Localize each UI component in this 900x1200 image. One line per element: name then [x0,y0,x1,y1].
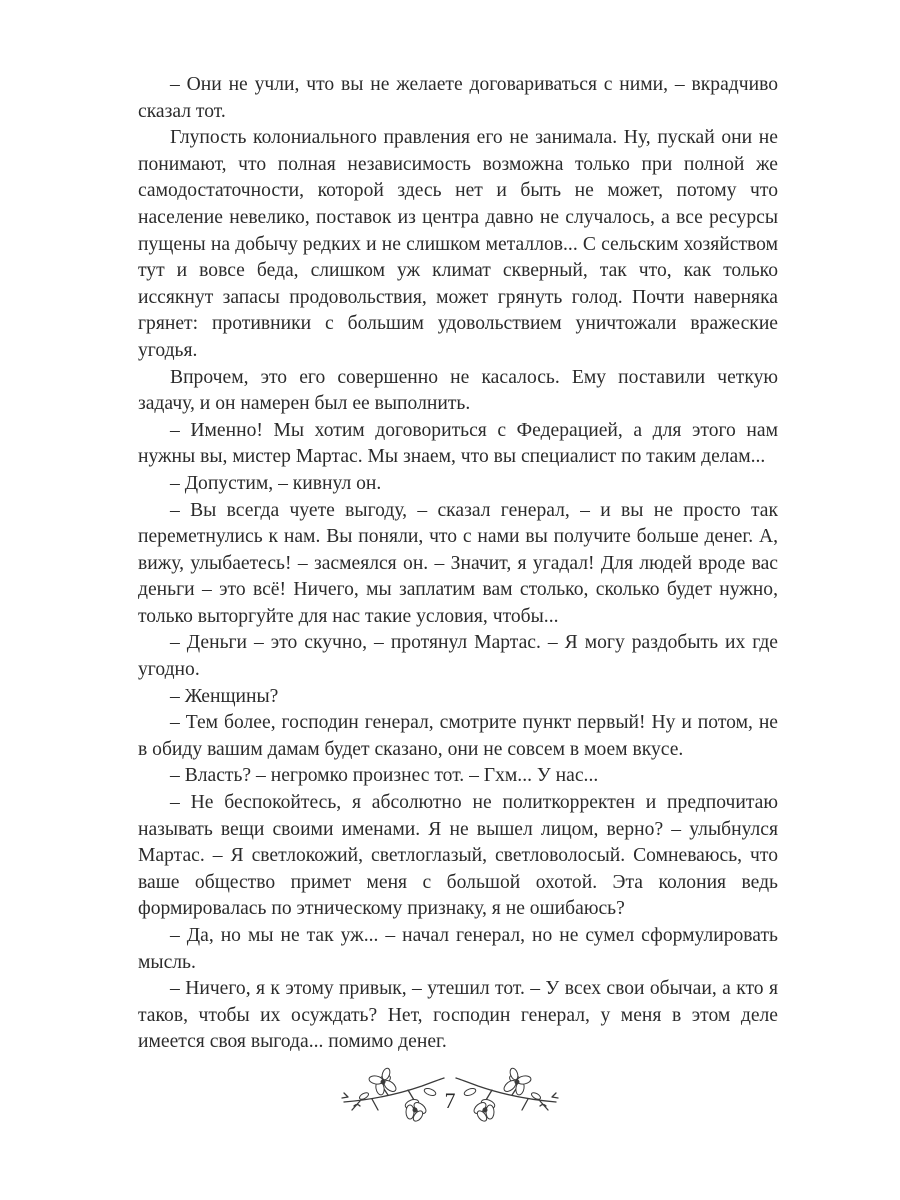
page-number: 7 [444,1088,456,1113]
page-footer [0,1066,900,1136]
paragraph: – Власть? – негромко произнес тот. – Гхм... У нас... [170,765,599,787]
paragraph: – Ничего, я к этому привык, – утешил тот. – У всех свои обычаи, а кто я таков, чтобы их осуждать? Нет, господин генерал, у меня в этом деле имеется своя выгода... помимо денег. [138,978,778,1053]
paragraph: – Да, но мы не так уж... – начал генерал, но не сумел сформулировать мысль. [138,925,778,973]
paragraph: – Они не учли, что вы не желаете договариваться с ними, – вкрадчиво сказал тот. [138,74,778,122]
paragraph: Глупость колониального правления его не занимала. Ну, пускай они не понимают, что полная независимость возможна только при полной же самодостаточности, которой здесь нет и быть не может, потому что население невелико, поставок из центра давно не случалось, а все ресурсы пущены на добычу редких и не слишком металлов... С сельским хозяйством тут и вовсе беда, слишком уж климат скверный, так что, как только иссякнут запасы продовольствия, может грянуть голод. Почти наверняка грянет: противники с большим удовольствием уничтожали вражеские угодья. [138,127,778,361]
body-text [138,72,778,1056]
paragraph: – Не беспокойтесь, я абсолютно не политкорректен и предпочитаю называть вещи своими именами. Я не вышел лицом, верно? – улыбнулся Мартас. – Я светлокожий, светлоглазый, светловолосый. Сомневаюсь, что ваше общество примет меня с большой охотой. Эта колония ведь формировалась по этническому признаку, я не ошибаюсь? [138,792,778,920]
paragraph: – Вы всегда чуете выгоду, – сказал генерал, – и вы не просто так переметнулись к нам. Вы поняли, что с нами вы получите больше денег. А, вижу, улыбаетесь! – засмеялся он. – Значит, я угадал! Для людей вроде вас деньги – это всё! Ничего, мы заплатим вам столько, сколько будет нужно, только выторгуйте для нас такие условия, чтобы... [138,499,778,627]
blossom-branch-icon [452,1066,562,1130]
paragraph: – Допустим, – кивнул он. [170,472,382,494]
paragraph: – Именно! Мы хотим договориться с Федерацией, а для этого нам нужны вы, мистер Мартас. Мы знаем, что вы специалист по таким делам... [138,419,778,468]
paragraph: – Женщины? [170,685,279,707]
paragraph: Впрочем, это его совершенно не касалось. Ему поставили четкую задачу, и он намерен был ее выполнить. [138,366,778,415]
paragraph: – Тем более, господин генерал, смотрите пункт первый! Ну и потом, не в обиду вашим дамам будет сказано, они не совсем в моем вкусе. [138,712,778,760]
paragraph: – Деньги – это скучно, – протянул Мартас. – Я могу раздобыть их где угодно. [138,632,778,681]
